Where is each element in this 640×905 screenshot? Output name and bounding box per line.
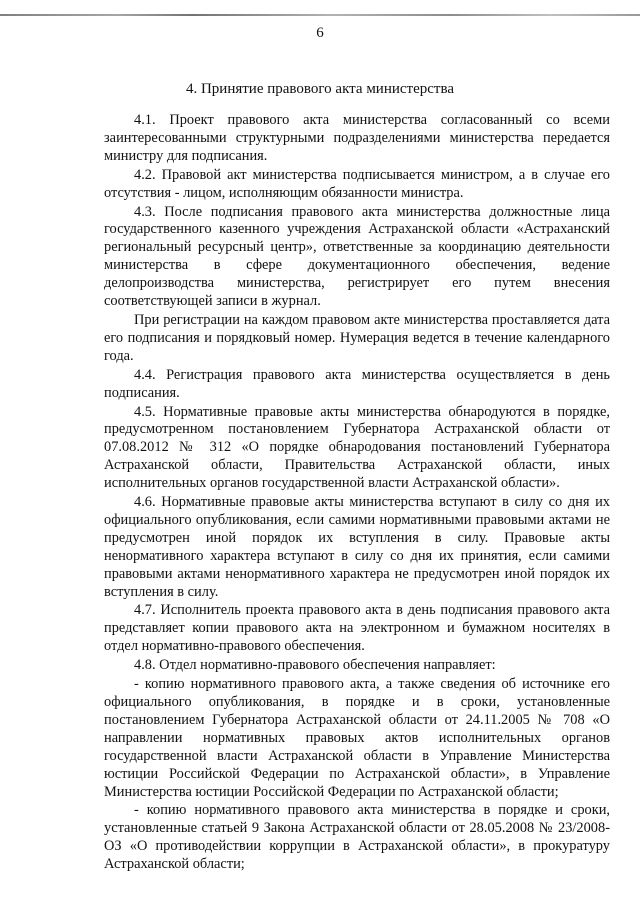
paragraph-4-3: 4.3. После подписания правового акта министерства должностные лица государственного казенного учреждения Астраханской области «Астраханский региональный ресурсный центр», ответственные за координацию деятельности министерства в сфере документационного обеспечения, ведение делопроизводства министерства, регистрирует его путем внесения соответствующей записи в журнал.: [104, 203, 610, 310]
scan-edge-line: [0, 14, 640, 16]
paragraph-4-2: 4.2. Правовой акт министерства подписывается министром, а в случае его отсутствия - лицом, исполняющим обязанности министра.: [104, 166, 610, 201]
list-item-justice-ministry: - копию нормативного правового акта, а также сведения об источнике его официального опубликования, в порядке и в сроки, установленные постановлением Губернатора Астраханской области от 24.11.2005 № 708 «О направлении нормативных правовых актов исполнительных органов государственной власти Астраханской области в Управление Министерства юстиции Российской Федерации по Астраханской области», в Управление Министерства юстиции Российской Федерации по Астраханской области;: [104, 676, 610, 800]
document-body: [104, 112, 610, 875]
page-number: 6: [316, 25, 324, 41]
paragraph-4-6: 4.6. Нормативные правовые акты министерства вступают в силу со дня их официального опубликования, если самими нормативными правовыми актами не предусмотрен иной порядок их вступления в силу. Правовые акты ненормативного характера вступают в силу со дня их принятия, если самими правовыми актами ненормативного характера не предусмотрен иной порядок их вступления в силу.: [104, 494, 610, 600]
paragraph-4-7: 4.7. Исполнитель проекта правового акта в день подписания правового акта представляет копии правового акта на электронном и бумажном носителях в отдел нормативно-правового обеспечения.: [104, 602, 610, 655]
paragraph-4-8: 4.8. Отдел нормативно-правового обеспечения направляет:: [134, 657, 496, 674]
list-item-prosecutor: - копию нормативного правового акта министерства в порядке и сроки, установленные статьей 9 Закона Астраханской области от 28.05.2008 № 23/2008-ОЗ «О противодействии коррупции в Астраханской области», в прокуратуру Астраханской области;: [104, 802, 610, 873]
section-title: 4. Принятие правового акта министерства: [185, 81, 455, 97]
paragraph-4-5: 4.5. Нормативные правовые акты министерства обнародуются в порядке, предусмотренном постановлением Губернатора Астраханской области от 07.08.2012 № 312 «О порядке обнародования постановлений Губернатора Астраханской области, Правительства Астраханской области, иных исполнительных органов государственной власти Астраханской области».: [104, 403, 610, 492]
paragraph-4-1: 4.1. Проект правового акта министерства согласованный со всеми заинтересованными структурными подразделениями министерства передается министру для подписания.: [104, 112, 610, 164]
paragraph-registration-details: При регистрации на каждом правовом акте министерства проставляется дата его подписания и порядковый номер. Нумерация ведется в течение календарного года.: [104, 311, 610, 364]
paragraph-4-4: 4.4. Регистрация правового акта министерства осуществляется в день подписания.: [104, 366, 610, 401]
